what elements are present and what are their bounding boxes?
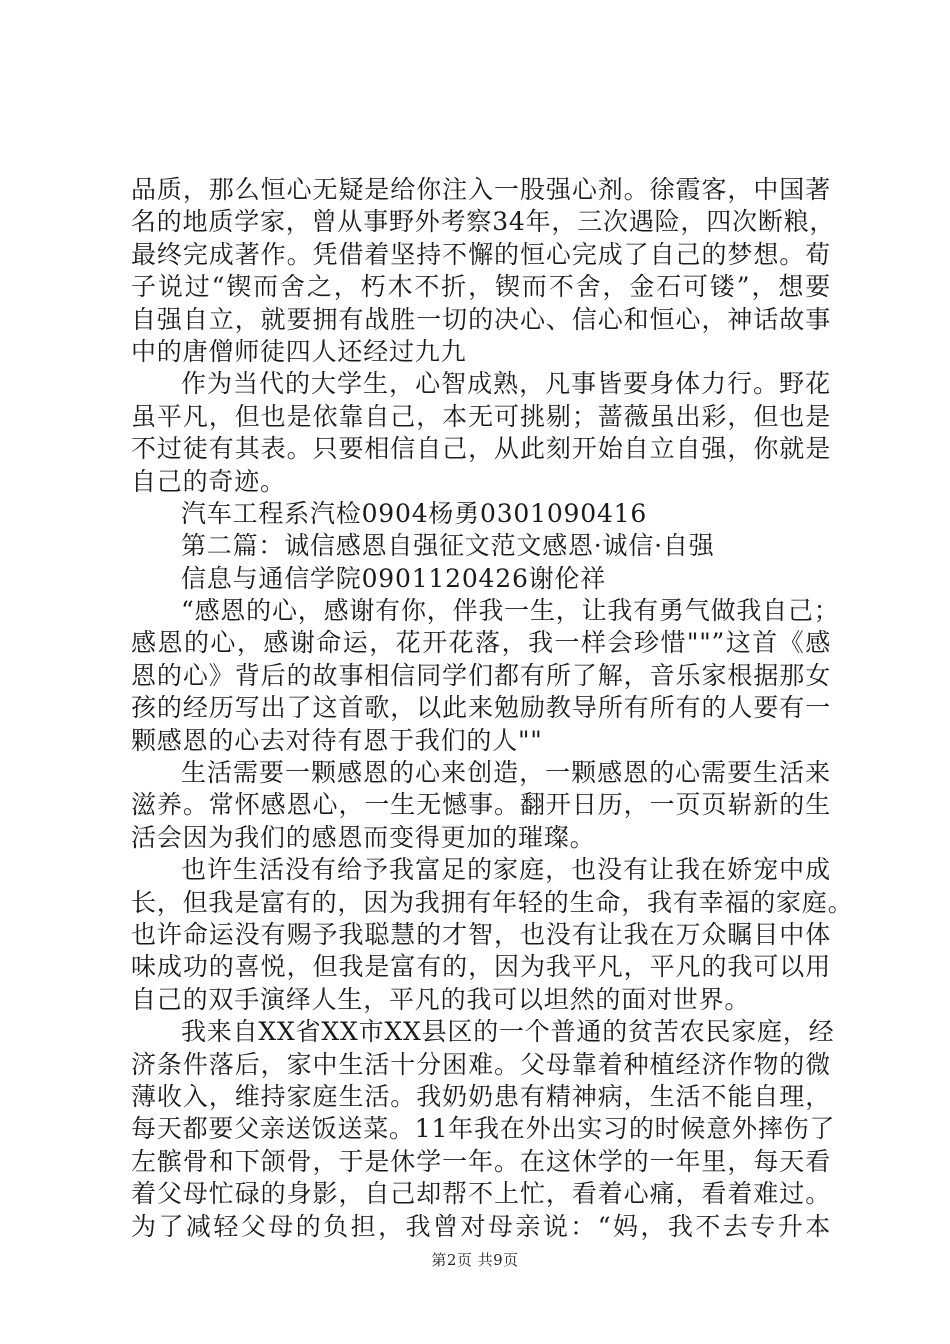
text-line: 颗感恩的心去对待有恩于我们的人"" [131, 725, 543, 755]
text-line: 长，但我是富有的，因为我拥有年轻的生命，我有幸福的家庭。 [131, 887, 854, 917]
text-line: 最终完成著作。凭借着坚持不懈的恒心完成了自己的梦想。荀 [131, 239, 831, 269]
text-line: 名的地质学家，曾从事野外考察34年，三次遇险，四次断粮， [131, 207, 836, 237]
text-line: 信息与通信学院0901120426谢伦祥 [181, 563, 607, 593]
text-line: 我来自XX省XX市XX县区的一个普通的贫苦农民家庭，经 [181, 1017, 835, 1047]
text-line: 不过徒有其表。只要相信自己，从此刻开始自立自强，你就是 [131, 434, 831, 464]
text-line: 也许命运没有赐予我聪慧的才智，也没有让我在万众瞩目中体 [131, 919, 831, 949]
text-line: 虽平凡，但也是依靠自己，本无可挑剔；蔷薇虽出彩，但也是 [131, 401, 831, 431]
text-line: 生活需要一颗感恩的心来创造，一颗感恩的心需要生活来 [181, 758, 831, 788]
text-line: 为了减轻父母的负担，我曾对母亲说：“妈，我不去专升本 [131, 1211, 831, 1241]
text-line: 汽车工程系汽检0904杨勇0301090416 [181, 498, 648, 528]
text-line: 济条件落后，家中生活十分困难。父母靠着种植经济作物的微 [131, 1049, 831, 1079]
text-line: 自己的奇迹。 [131, 466, 286, 496]
text-line: 着父母忙碌的身影，自己却帮不上忙，看着心痛，看着难过。 [131, 1179, 831, 1209]
text-line: 作为当代的大学生，心智成熟，凡事皆要身体力行。野花 [181, 369, 831, 399]
text-line: 每天都要父亲送饭送菜。11年我在外出实习的时候意外摔伤了 [131, 1114, 836, 1144]
text-line: 恩的心》背后的故事相信同学们都有所了解，音乐家根据那女 [131, 660, 831, 690]
text-line: 品质，那么恒心无疑是给你注入一股强心剂。徐霞客，中国著 [131, 175, 831, 204]
text-line: 滋养。常怀感恩心，一生无憾事。翻开日历，一页页崭新的生 [131, 790, 831, 820]
text-line: 也许生活没有给予我富足的家庭，也没有让我在娇宠中成 [181, 855, 831, 885]
page-footer: 第2页 共9页 [431, 1251, 519, 1269]
text-line: 孩的经历写出了这首歌，以此来勉励教导所有所有的人要有一 [131, 693, 831, 723]
text-line: 左髌骨和下颌骨，于是休学一年。在这休学的一年里，每天看 [131, 1146, 831, 1176]
document-body [131, 174, 854, 1243]
text-line: 中的唐僧师徒四人还经过九九 [131, 336, 467, 366]
text-line: 活会因为我们的感恩而变得更加的璀璨。 [131, 822, 596, 852]
text-line: 感恩的心，感谢命运，花开花落，我一样会珍惜""”这首《感 [131, 628, 831, 658]
text-line: 自己的双手演绎人生，平凡的我可以坦然的面对世界。 [131, 984, 751, 1014]
text-line: 薄收入，维持家庭生活。我奶奶患有精神病，生活不能自理， [131, 1081, 831, 1111]
text-line: “感恩的心，感谢有你，伴我一生，让我有勇气做我自己； [181, 596, 840, 626]
text-line: 第二篇：诚信感恩自强征文范文感恩·诚信·自强 [181, 531, 715, 561]
text-line: 子说过“锲而舍之，朽木不折，锲而不舍，金石可镂”，想要 [131, 272, 831, 302]
text-line: 自强自立，就要拥有战胜一切的决心、信心和恒心，神话故事 [131, 304, 831, 334]
text-line: 味成功的喜悦，但我是富有的，因为我平凡，平凡的我可以用 [131, 952, 831, 982]
